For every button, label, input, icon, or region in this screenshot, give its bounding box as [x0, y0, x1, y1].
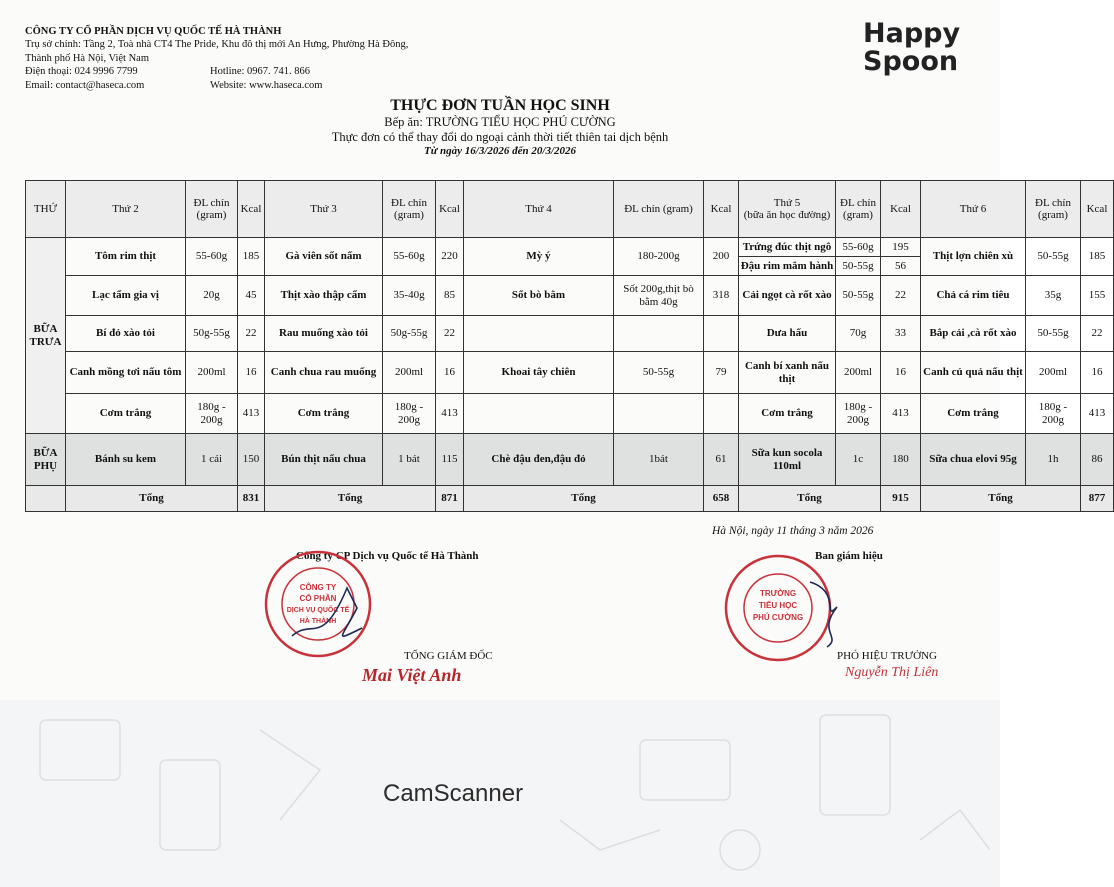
- table-row-total: [26, 486, 1114, 512]
- school-stamp: [722, 552, 834, 664]
- header-weight: ĐL chín (gram): [186, 181, 238, 238]
- dish-cell: Cơm trắng: [921, 394, 1026, 434]
- left-signer-name: Mai Việt Anh: [362, 665, 462, 685]
- logo-line-1: Happy: [863, 18, 961, 49]
- weight-cell: 1bát: [614, 434, 704, 486]
- total-spacer: [26, 486, 66, 512]
- kcal-cell: 200: [704, 238, 739, 276]
- weight-line: 55-60g: [836, 238, 880, 257]
- meal-label-main: BỮA TRƯA: [26, 238, 66, 434]
- weight-cell: 200ml: [186, 352, 238, 394]
- kcal-cell: 16: [1081, 352, 1114, 394]
- weight-cell: 1 cái: [186, 434, 238, 486]
- dish-cell: Lạc tẩm gia vị: [66, 276, 186, 316]
- weight-cell: 70g: [836, 316, 881, 352]
- dish-cell: Khoai tây chiên: [464, 352, 614, 394]
- kcal-cell: 180: [881, 434, 921, 486]
- dish-cell: Cơm trắng: [66, 394, 186, 434]
- kcal-cell: 86: [1081, 434, 1114, 486]
- kcal-cell: 155: [1081, 276, 1114, 316]
- total-value: 877: [1081, 486, 1114, 512]
- camscanner-brand: CamScanner: [383, 780, 524, 807]
- header-thu: THỨ: [26, 181, 66, 238]
- table-row: [26, 316, 1114, 352]
- dish-cell: Mỳ ý: [464, 238, 614, 276]
- table-row: [26, 238, 1114, 276]
- weight-cell: 180g - 200g: [836, 394, 881, 434]
- dish-cell: [464, 316, 614, 352]
- kcal-cell: 185: [238, 238, 265, 276]
- header-kcal: Kcal: [238, 181, 265, 238]
- weight-cell: 50-55g: [614, 352, 704, 394]
- weight-cell: 50g-55g: [186, 316, 238, 352]
- kcal-cell: 45: [238, 276, 265, 316]
- kcal-cell: 413: [881, 394, 921, 434]
- kcal-cell-split: [881, 238, 921, 276]
- kcal-cell: 185: [1081, 238, 1114, 276]
- menu-note: Thực đơn có thể thay đổi do ngoại cảnh thời tiết thiên tai dịch bệnh: [331, 130, 669, 144]
- kcal-cell: 22: [881, 276, 921, 316]
- dish-cell: Bánh su kem: [66, 434, 186, 486]
- svg-text:PHÚ CƯỜNG: PHÚ CƯỜNG: [752, 613, 804, 622]
- total-value: 658: [704, 486, 739, 512]
- document-header: [0, 97, 1000, 157]
- dish-cell: Sữa kun socola 110ml: [739, 434, 836, 486]
- header-weight: ĐL chín (gram): [836, 181, 881, 238]
- weight-cell: 1 bát: [383, 434, 436, 486]
- weight-cell: [614, 316, 704, 352]
- table-row: [26, 276, 1114, 316]
- kcal-cell: 16: [881, 352, 921, 394]
- dish-cell: Cải ngọt cà rốt xào: [739, 276, 836, 316]
- header-day: [739, 181, 836, 238]
- dish-cell: Cơm trắng: [739, 394, 836, 434]
- dish-cell-split: [739, 238, 836, 276]
- weight-cell: 55-60g: [383, 238, 436, 276]
- kcal-cell: 16: [238, 352, 265, 394]
- table-row: [26, 394, 1114, 434]
- left-signer-role: TỔNG GIÁM ĐỐC: [404, 650, 493, 662]
- dish-cell: Bí đỏ xào tỏi: [66, 316, 186, 352]
- total-value: 915: [881, 486, 921, 512]
- weight-cell: 180g - 200g: [383, 394, 436, 434]
- day-name: Thứ 5: [773, 196, 801, 209]
- kcal-cell: [704, 394, 739, 434]
- header-kcal: Kcal: [704, 181, 739, 238]
- weight-cell: 55-60g: [186, 238, 238, 276]
- weight-cell: Sốt 200g,thịt bò bằm 40g: [614, 276, 704, 316]
- kcal-cell: 413: [238, 394, 265, 434]
- company-hotline: Hotline: 0967. 741. 866: [210, 66, 311, 78]
- menu-table: [25, 180, 1114, 512]
- total-label: Tổng: [739, 486, 881, 512]
- total-value: 831: [238, 486, 265, 512]
- weight-cell: 50-55g: [1026, 316, 1081, 352]
- company-email: Email: contact@haseca.com: [25, 79, 145, 91]
- date-range: Từ ngày 16/3/2026 đến 20/3/2026: [423, 145, 577, 157]
- dish-cell: Dưa hấu: [739, 316, 836, 352]
- kcal-cell: 22: [238, 316, 265, 352]
- svg-text:HÀ THÀNH: HÀ THÀNH: [299, 618, 337, 625]
- right-signer-org: Ban giám hiệu: [815, 550, 883, 562]
- dish-cell: Sốt bò bằm: [464, 276, 614, 316]
- weight-cell: [614, 394, 704, 434]
- company-address-2: Thành phố Hà Nội, Việt Nam: [25, 52, 149, 64]
- dish-cell: Cơm trắng: [265, 394, 383, 434]
- table-header-row: [26, 181, 1114, 238]
- weight-line: 50-55g: [842, 260, 874, 272]
- right-signer-name: Nguyễn Thị Liên: [845, 665, 939, 680]
- dish-cell: Canh mồng tơi nấu tôm: [66, 352, 186, 394]
- company-phone: Điện thoại: 024 9996 7799: [25, 66, 138, 78]
- svg-text:CỔ PHẦN: CỔ PHẦN: [299, 594, 337, 603]
- company-name: CÔNG TY CỔ PHẦN DỊCH VỤ QUỐC TẾ HÀ THÀNH: [25, 26, 282, 37]
- meal-label-side: BỮA PHỤ: [26, 434, 66, 486]
- company-stamp: [262, 548, 374, 660]
- kcal-line: 56: [895, 260, 906, 272]
- weight-cell: 180g - 200g: [186, 394, 238, 434]
- kcal-line: 195: [881, 238, 920, 257]
- company-info: [25, 25, 408, 92]
- total-label: Tổng: [265, 486, 436, 512]
- kcal-cell: 150: [238, 434, 265, 486]
- right-signer-role: PHÓ HIỆU TRƯỞNG: [837, 650, 937, 662]
- dish-line: Trứng đúc thịt ngô: [739, 238, 835, 257]
- weight-cell: 50-55g: [1026, 238, 1081, 276]
- dish-cell: Gà viên sốt nấm: [265, 238, 383, 276]
- kcal-cell: 318: [704, 276, 739, 316]
- total-label: Tổng: [921, 486, 1081, 512]
- kcal-cell: 22: [1081, 316, 1114, 352]
- table-row: [26, 352, 1114, 394]
- sign-date: Hà Nội, ngày 11 tháng 3 năm 2026: [712, 525, 874, 537]
- happy-spoon-logo: [863, 20, 960, 76]
- weight-cell: 200ml: [1026, 352, 1081, 394]
- dish-cell: Bắp cải ,cà rốt xào: [921, 316, 1026, 352]
- header-weight: ĐL chín (gram): [1026, 181, 1081, 238]
- header-day: Thứ 6: [921, 181, 1026, 238]
- weight-cell: 35g: [1026, 276, 1081, 316]
- dish-cell: Rau muống xào tỏi: [265, 316, 383, 352]
- table-row-side-meal: [26, 434, 1114, 486]
- kitchen-name: Bếp ăn: TRƯỜNG TIỂU HỌC PHÚ CƯỜNG: [384, 115, 616, 129]
- kcal-cell: 33: [881, 316, 921, 352]
- company-website: Website: www.haseca.com: [210, 79, 323, 91]
- scanner-footer: [0, 700, 1000, 887]
- kcal-cell: 85: [436, 276, 464, 316]
- weight-cell: 180g - 200g: [1026, 394, 1081, 434]
- document-title: THỰC ĐƠN TUẦN HỌC SINH: [390, 97, 610, 114]
- kcal-cell: 79: [704, 352, 739, 394]
- kcal-cell: 61: [704, 434, 739, 486]
- weight-cell: 1c: [836, 434, 881, 486]
- svg-text:TIỂU HỌC: TIỂU HỌC: [758, 601, 798, 610]
- kcal-cell: [704, 316, 739, 352]
- dish-line: Đậu rim mắm hành: [740, 260, 834, 272]
- logo-line-2: Spoon: [863, 46, 959, 77]
- weight-cell: 200ml: [836, 352, 881, 394]
- kcal-cell: 22: [436, 316, 464, 352]
- weight-cell: 50g-55g: [383, 316, 436, 352]
- dish-cell: Canh chua rau muống: [265, 352, 383, 394]
- company-address-1: Trụ sở chính: Tầng 2, Toà nhà CT4 The Pride, Khu đô thị mới An Hưng, Phường Hà Đông,: [25, 39, 409, 51]
- dish-cell: Bún thịt nấu chua: [265, 434, 383, 486]
- header-weight: ĐL chín (gram): [383, 181, 436, 238]
- left-signer-org: Công ty CP Dịch vụ Quốc tế Hà Thành: [296, 550, 479, 562]
- dish-cell: Sữa chua elovi 95g: [921, 434, 1026, 486]
- svg-text:DỊCH VỤ QUỐC TẾ: DỊCH VỤ QUỐC TẾ: [286, 607, 350, 614]
- header-day: Thứ 4: [464, 181, 614, 238]
- dish-cell: Chả cá rim tiêu: [921, 276, 1026, 316]
- weight-cell: 20g: [186, 276, 238, 316]
- dish-cell: Tôm rim thịt: [66, 238, 186, 276]
- dish-cell: Thịt lợn chiên xù: [921, 238, 1026, 276]
- svg-text:TRƯỜNG: TRƯỜNG: [759, 589, 797, 598]
- dish-cell: Chè đậu đen,đậu đỏ: [464, 434, 614, 486]
- weight-cell: 1h: [1026, 434, 1081, 486]
- header-kcal: Kcal: [1081, 181, 1114, 238]
- header-kcal: Kcal: [881, 181, 921, 238]
- header-day: Thứ 2: [66, 181, 186, 238]
- total-label: Tổng: [464, 486, 704, 512]
- svg-text:CÔNG TY: CÔNG TY: [299, 583, 337, 592]
- kcal-cell: 413: [1081, 394, 1114, 434]
- header-weight: ĐL chín (gram): [614, 181, 704, 238]
- dish-cell: Canh bí xanh nấu thịt: [739, 352, 836, 394]
- total-label: Tổng: [66, 486, 238, 512]
- header-day: Thứ 3: [265, 181, 383, 238]
- total-value: 871: [436, 486, 464, 512]
- weight-cell: 50-55g: [836, 276, 881, 316]
- kcal-cell: 413: [436, 394, 464, 434]
- dish-cell: Canh củ quả nấu thịt: [921, 352, 1026, 394]
- kcal-cell: 16: [436, 352, 464, 394]
- kcal-cell: 115: [436, 434, 464, 486]
- dish-cell: [464, 394, 614, 434]
- dish-cell: Thịt xào thập cẩm: [265, 276, 383, 316]
- header-kcal: Kcal: [436, 181, 464, 238]
- weight-cell: 200ml: [383, 352, 436, 394]
- kcal-cell: 220: [436, 238, 464, 276]
- weight-cell: 180-200g: [614, 238, 704, 276]
- weight-cell: 35-40g: [383, 276, 436, 316]
- day-subtitle: (bữa ăn học đường): [743, 209, 831, 221]
- weight-cell-split: [836, 238, 881, 276]
